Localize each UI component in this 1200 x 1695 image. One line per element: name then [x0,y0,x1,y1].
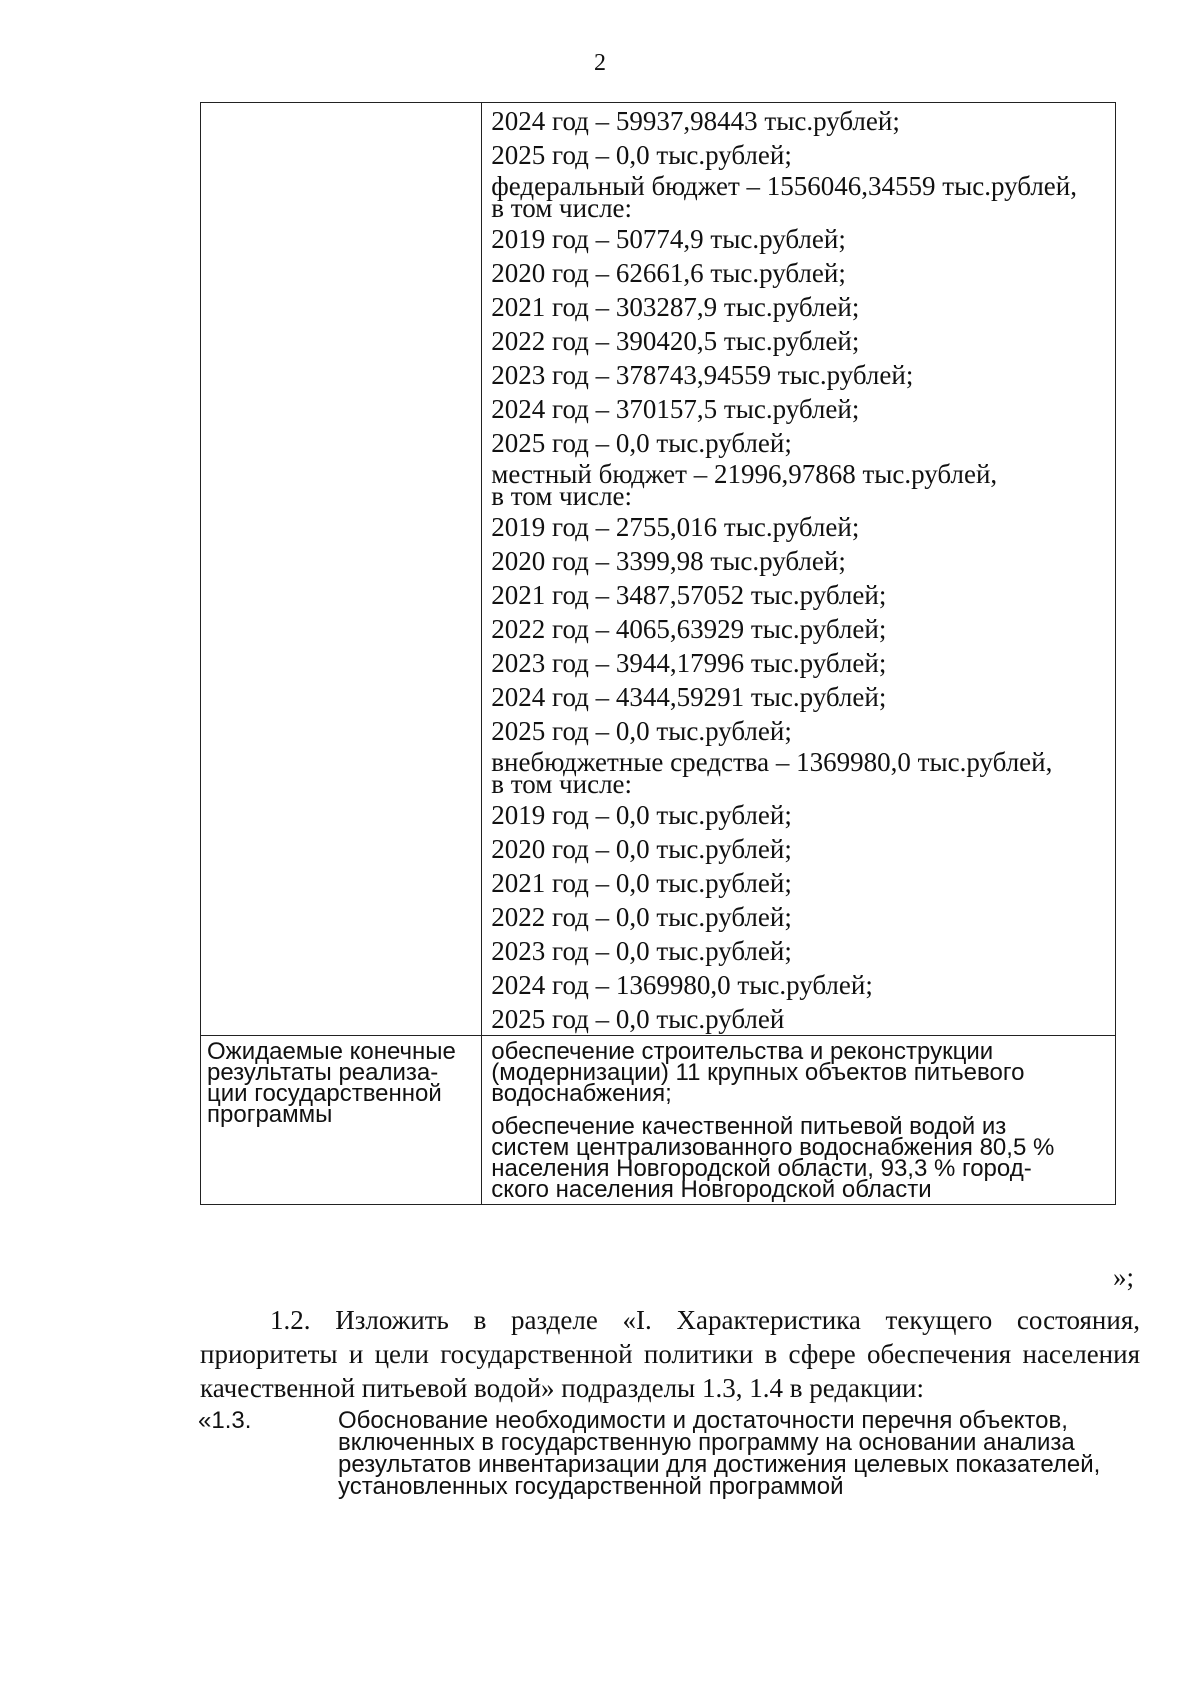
budget-line [482,865,1115,899]
expected-results-label [201,1036,481,1128]
budget-line [482,933,1115,967]
budget-line [482,899,1115,933]
budget-line [482,713,1115,747]
label-line: программы [207,1101,333,1128]
heading-line: установленных государственной программой [338,1473,844,1500]
result-line: систем централизованного водоснабжения 80,5 % [491,1134,1055,1161]
page-number: 2 [594,50,606,76]
budget-line [482,1001,1115,1035]
budget-line-subtext: в том числе: [491,769,633,799]
label-line: ции государственной [207,1080,442,1107]
budget-line [482,459,1115,509]
budget-line [482,645,1115,679]
budget-line-text: 2022 год – 390420,5 тыс.рублей; [491,326,860,356]
budget-line [482,221,1115,255]
result-line: обеспечение строительства и реконструкции [491,1038,994,1065]
budget-line-text: 2023 год – 0,0 тыс.рублей; [491,936,792,966]
section-number: «1.3. [198,1407,252,1434]
budget-line [482,357,1115,391]
budget-line-text: 2022 год – 0,0 тыс.рублей; [491,902,792,932]
result-line: ского населения Новгородской области [491,1176,932,1203]
budget-line-text: 2019 год – 50774,9 тыс.рублей; [491,224,846,254]
budget-line [482,543,1115,577]
budget-line-text: 2025 год – 0,0 тыс.рублей; [491,140,792,170]
heading-line: Обоснование необходимости и достаточности перечня объектов, [338,1407,1068,1434]
financing-row [201,103,1116,1036]
budget-line-text: 2020 год – 3399,98 тыс.рублей; [491,546,846,576]
budget-line-text: 2025 год – 0,0 тыс.рублей; [491,428,792,458]
financing-values-cell [482,103,1116,1036]
budget-line-text: 2020 год – 0,0 тыс.рублей; [491,834,792,864]
budget-line [482,425,1115,459]
budget-line [482,255,1115,289]
budget-line [482,611,1115,645]
result-item-construction [482,1036,1115,1108]
budget-line-text: федеральный бюджет – 1556046,34559 тыс.рублей, [491,171,1077,201]
budget-line [482,289,1115,323]
budget-line-text: 2023 год – 378743,94559 тыс.рублей; [491,360,914,390]
paragraph-1-2: 1.2. Изложить в разделе «I. Характеристика текущего состояния, приоритеты и цели государственной политики в сфере обеспечения населения качественной питьевой водой» подразделы 1.3, 1.4 в редакции: [200,1305,1140,1403]
label-line: Ожидаемые конечные [207,1038,456,1065]
budget-line [482,967,1115,1001]
budget-line-text: 2024 год – 1369980,0 тыс.рублей; [491,970,873,1000]
financing-label-cell [201,103,482,1036]
budget-line [482,679,1115,713]
budget-line-text: 2022 год – 4065,63929 тыс.рублей; [491,614,887,644]
result-line: обеспечение качественной питьевой водой из [491,1113,1007,1140]
result-line: водоснабжения; [491,1080,672,1107]
result-line: (модернизации) 11 крупных объектов питьевого [491,1059,1025,1086]
heading-line: результатов инвентаризации для достижения целевых показателей, [338,1451,1101,1478]
budget-line-text: местный бюджет – 21996,97868 тыс.рублей, [491,459,998,489]
budget-line [482,831,1115,865]
budget-line [482,577,1115,611]
budget-line [482,103,1115,137]
closing-quote: »; [1113,1262,1135,1292]
section-heading-1-3 [198,1407,1148,1500]
budget-line [482,797,1115,831]
label-line: результаты реализа- [207,1059,439,1086]
result-item-water-quality [482,1108,1115,1204]
budget-line [482,509,1115,543]
budget-line [482,323,1115,357]
budget-line-text: 2024 год – 4344,59291 тыс.рублей; [491,682,887,712]
budget-line [482,391,1115,425]
budget-line-text: 2021 год – 0,0 тыс.рублей; [491,868,792,898]
budget-line-text: 2021 год – 303287,9 тыс.рублей; [491,292,860,322]
budget-line-text: 2025 год – 0,0 тыс.рублей; [491,716,792,746]
budget-line-text: внебюджетные средства – 1369980,0 тыс.рублей, [491,747,1053,777]
budget-line-text: 2019 год – 2755,016 тыс.рублей; [491,512,860,542]
budget-line [482,747,1115,797]
program-passport-table [200,102,1116,1205]
budget-line-text: 2024 год – 59937,98443 тыс.рублей; [491,106,900,136]
budget-line-text: 2024 год – 370157,5 тыс.рублей; [491,394,860,424]
heading-line: включенных в государственную программу на основании анализа [338,1429,1075,1456]
budget-line-text: 2020 год – 62661,6 тыс.рублей; [491,258,846,288]
budget-line [482,137,1115,171]
result-line: населения Новгородской области, 93,3 % город- [491,1155,1032,1182]
budget-line-text: 2025 год – 0,0 тыс.рублей [491,1004,785,1034]
expected-results-label-cell [201,1036,482,1205]
budget-line [482,171,1115,221]
budget-line-text: 2019 год – 0,0 тыс.рублей; [491,800,792,830]
budget-line-subtext: в том числе: [491,193,633,223]
expected-results-text-cell [482,1036,1116,1205]
budget-line-text: 2021 год – 3487,57052 тыс.рублей; [491,580,887,610]
budget-line-text: 2023 год – 3944,17996 тыс.рублей; [491,648,887,678]
budget-line-subtext: в том числе: [491,481,633,511]
expected-results-row [201,1036,1116,1205]
